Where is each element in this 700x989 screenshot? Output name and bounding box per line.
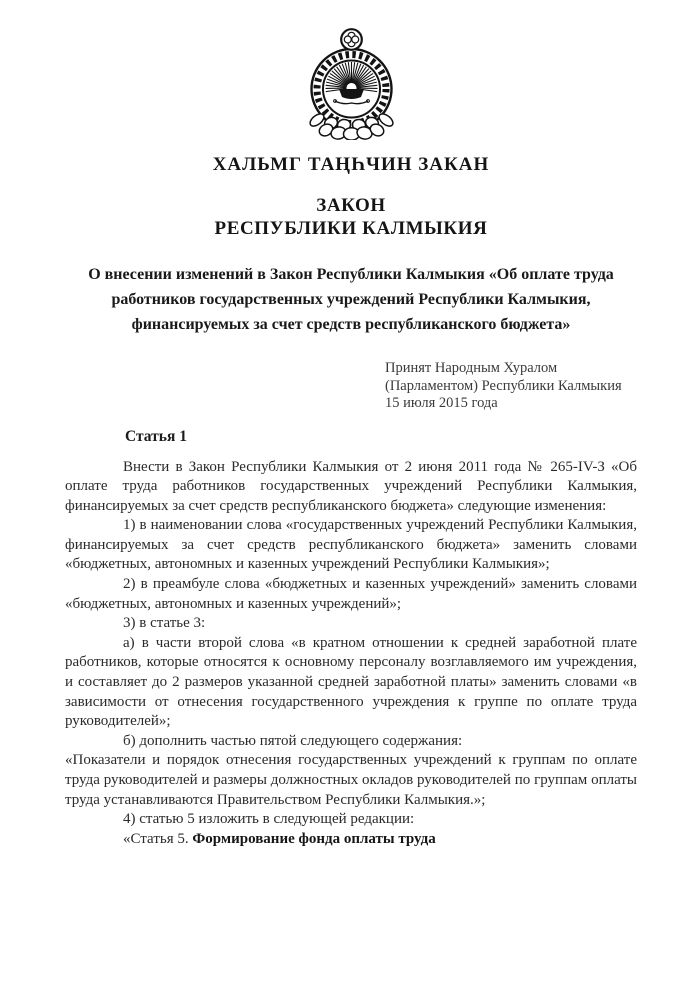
republic-name: РЕСПУБЛИКИ КАЛМЫКИЯ	[214, 218, 488, 239]
document-title: О внесении изменений в Закон Республики Калмыкия «Об оплате труда работников государственных учреждений Республики Калмыкия, финансируемых за счет средств республиканского бюджета»	[88, 266, 614, 333]
statya5-prefix: «Статья 5.	[123, 830, 193, 847]
body-paragraph: «Показатели и порядок отнесения государственных учреждений к группам по оплате труда руководителей и размеры должностных окладов руководителей по группам оплаты труда устанавливаются Правительством Республики Калмыкия.»;	[65, 752, 637, 808]
statya5-title: Формирование фонда оплаты труда	[192, 830, 436, 847]
article-1-heading: Статья 1	[125, 427, 187, 445]
article-1-body	[65, 458, 637, 850]
body-paragraph: Внести в Закон Республики Калмыкия от 2 июня 2011 года № 265-IV-З «Об оплате труда работников государственных учреждений Республики Калмыкия, финансируемых за счет средств республиканского бюджета» следующие изменения:	[65, 458, 637, 514]
law-word: ЗАКОН	[316, 195, 386, 216]
body-paragraph: 1) в наименовании слова «государственных учреждений Республики Калмыкия, финансируемых за счет средств республиканского бюджета» заменить словами «бюджетных, автономных и казенных учреждений Республики Калмыкия»;	[65, 517, 637, 573]
adoption-line-1: Принят Народным Хуралом	[385, 360, 558, 376]
body-paragraph: 4) статью 5 изложить в следующей редакции:	[123, 811, 415, 828]
adoption-line-3: 15 июля 2015 года	[385, 395, 498, 411]
adoption-line-2: (Парламентом) Республики Калмыкия	[385, 377, 622, 394]
native-law-title: ХАЛЬМГ ТАҢҺЧИН ЗАКАН	[212, 154, 490, 175]
body-paragraph: 2) в преамбуле слова «бюджетных и казенных учреждений» заменить словами «бюджетных, автономных и казенных учреждений»;	[65, 576, 637, 612]
adoption-block	[385, 360, 637, 413]
body-paragraph: а) в части второй слова «в кратном отношении к средней заработной плате работников, которые относятся к основному персоналу возглавляемого им учреждения, и составляет до 2 размеров указанной средней заработной платы» заменить словами «в зависимости от отнесения государственного учреждения к группе по оплате труда руководителей»;	[65, 634, 637, 730]
body-paragraph: 3) в статье 3:	[123, 615, 206, 632]
kalmykia-coat-of-arms-icon	[304, 28, 399, 140]
body-paragraph: б) дополнить частью пятой следующего содержания:	[123, 732, 463, 749]
body-paragraph-statya5	[65, 830, 637, 850]
